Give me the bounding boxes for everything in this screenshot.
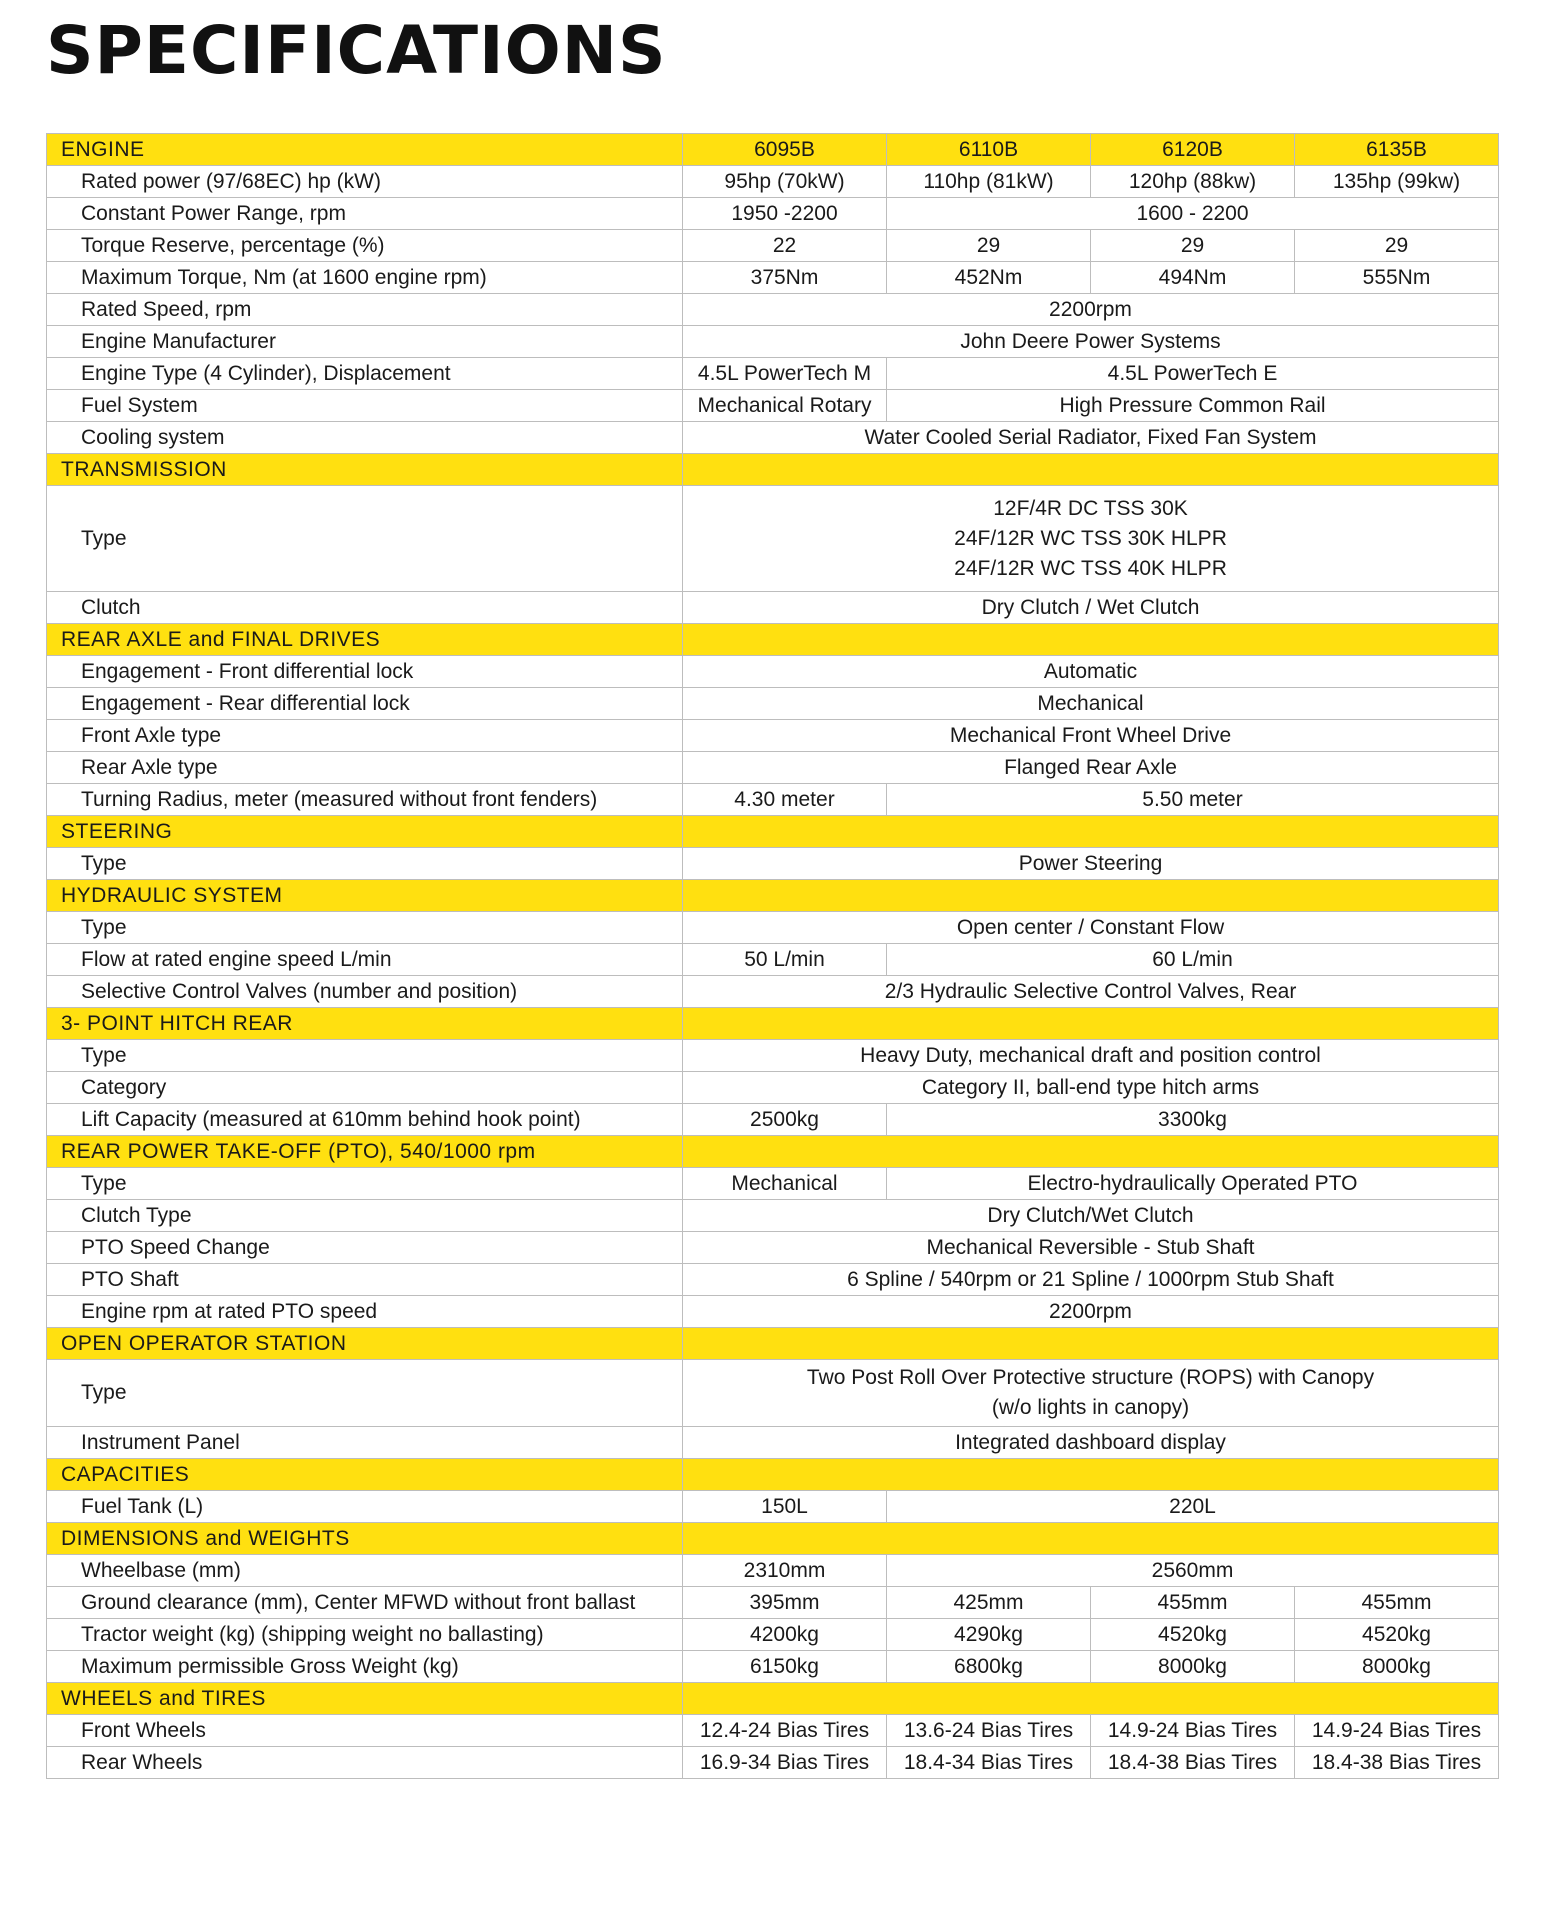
spec-value: 120hp (88kw) <box>1091 166 1295 198</box>
table-row <box>47 1587 1499 1619</box>
spec-value: 425mm <box>887 1587 1091 1619</box>
table-row <box>47 1491 1499 1523</box>
spec-value: 4200kg <box>683 1619 887 1651</box>
table-row <box>47 912 1499 944</box>
section-title: REAR AXLE and FINAL DRIVES <box>47 624 683 656</box>
model-header: 6110B <box>887 134 1091 166</box>
section-title: REAR POWER TAKE-OFF (PTO), 540/1000 rpm <box>47 1136 683 1168</box>
spec-value: 6800kg <box>887 1651 1091 1683</box>
spec-label: Maximum Torque, Nm (at 1600 engine rpm) <box>47 262 683 294</box>
spec-value: Integrated dashboard display <box>683 1427 1499 1459</box>
spec-value: 2/3 Hydraulic Selective Control Valves, Rear <box>683 976 1499 1008</box>
table-row <box>47 358 1499 390</box>
table-row <box>47 1360 1499 1427</box>
spec-value: High Pressure Common Rail <box>887 390 1499 422</box>
table-row <box>47 1619 1499 1651</box>
spec-value: 2200rpm <box>683 294 1499 326</box>
table-row <box>47 944 1499 976</box>
spec-label: Clutch Type <box>47 1200 683 1232</box>
spec-value: 455mm <box>1091 1587 1295 1619</box>
spec-label: Instrument Panel <box>47 1427 683 1459</box>
spec-value: 455mm <box>1295 1587 1499 1619</box>
spec-table <box>46 133 1499 1779</box>
spec-value: 8000kg <box>1091 1651 1295 1683</box>
spec-label: Lift Capacity (measured at 610mm behind hook point) <box>47 1104 683 1136</box>
table-row <box>47 326 1499 358</box>
spec-value: Automatic <box>683 656 1499 688</box>
spec-label: Rated Speed, rpm <box>47 294 683 326</box>
spec-table-body <box>47 134 1499 1779</box>
page-title: SPECIFICATIONS <box>46 12 667 89</box>
spec-label: Fuel Tank (L) <box>47 1491 683 1523</box>
spec-value: 4290kg <box>887 1619 1091 1651</box>
spec-value: Mechanical <box>683 1168 887 1200</box>
spec-label: Constant Power Range, rpm <box>47 198 683 230</box>
spec-value: 135hp (99kw) <box>1295 166 1499 198</box>
spec-value: 2500kg <box>683 1104 887 1136</box>
section-header-row <box>47 1683 1499 1715</box>
spec-value: Open center / Constant Flow <box>683 912 1499 944</box>
spec-label: Type <box>47 1040 683 1072</box>
spec-value: Heavy Duty, mechanical draft and position control <box>683 1040 1499 1072</box>
spec-value: Dry Clutch / Wet Clutch <box>683 592 1499 624</box>
spec-value: 220L <box>887 1491 1499 1523</box>
section-title: STEERING <box>47 816 683 848</box>
spec-value: 395mm <box>683 1587 887 1619</box>
section-header-fill <box>683 1523 1499 1555</box>
table-row <box>47 1715 1499 1747</box>
section-header-row <box>47 880 1499 912</box>
spec-value: 16.9-34 Bias Tires <box>683 1747 887 1779</box>
spec-value: 4520kg <box>1295 1619 1499 1651</box>
spec-value: 1600 - 2200 <box>887 198 1499 230</box>
table-row <box>47 1264 1499 1296</box>
spec-value: 22 <box>683 230 887 262</box>
spec-label: Engagement - Front differential lock <box>47 656 683 688</box>
spec-value: 3300kg <box>887 1104 1499 1136</box>
spec-value: 14.9-24 Bias Tires <box>1091 1715 1295 1747</box>
spec-value: 8000kg <box>1295 1651 1499 1683</box>
section-header-fill <box>683 1683 1499 1715</box>
table-row <box>47 1427 1499 1459</box>
spec-value: 29 <box>887 230 1091 262</box>
section-header-row <box>47 134 1499 166</box>
section-header-fill <box>683 816 1499 848</box>
spec-value: 18.4-38 Bias Tires <box>1295 1747 1499 1779</box>
section-header-row <box>47 1136 1499 1168</box>
spec-label: Tractor weight (kg) (shipping weight no ballasting) <box>47 1619 683 1651</box>
section-header-fill <box>683 880 1499 912</box>
spec-value: 18.4-34 Bias Tires <box>887 1747 1091 1779</box>
spec-value: 452Nm <box>887 262 1091 294</box>
spec-label: Engagement - Rear differential lock <box>47 688 683 720</box>
section-title: CAPACITIES <box>47 1459 683 1491</box>
spec-value: 2310mm <box>683 1555 887 1587</box>
section-title: WHEELS and TIRES <box>47 1683 683 1715</box>
spec-value: Mechanical Front Wheel Drive <box>683 720 1499 752</box>
spec-label: Rear Wheels <box>47 1747 683 1779</box>
model-header: 6095B <box>683 134 887 166</box>
spec-value: 14.9-24 Bias Tires <box>1295 1715 1499 1747</box>
spec-value: 95hp (70kW) <box>683 166 887 198</box>
spec-value: 110hp (81kW) <box>887 166 1091 198</box>
spec-value: Dry Clutch/Wet Clutch <box>683 1200 1499 1232</box>
spec-label: PTO Shaft <box>47 1264 683 1296</box>
spec-label: Front Axle type <box>47 720 683 752</box>
spec-label: Turning Radius, meter (measured without front fenders) <box>47 784 683 816</box>
spec-value: 12.4-24 Bias Tires <box>683 1715 887 1747</box>
section-header-row <box>47 454 1499 486</box>
section-header-row <box>47 1008 1499 1040</box>
table-row <box>47 294 1499 326</box>
section-header-row <box>47 1328 1499 1360</box>
section-header-row <box>47 1459 1499 1491</box>
spec-value: 13.6-24 Bias Tires <box>887 1715 1091 1747</box>
spec-label: Cooling system <box>47 422 683 454</box>
spec-value: Mechanical Reversible - Stub Shaft <box>683 1232 1499 1264</box>
table-row <box>47 1040 1499 1072</box>
table-row <box>47 656 1499 688</box>
spec-value: Flanged Rear Axle <box>683 752 1499 784</box>
spec-label: Type <box>47 912 683 944</box>
section-title: DIMENSIONS and WEIGHTS <box>47 1523 683 1555</box>
spec-value: 494Nm <box>1091 262 1295 294</box>
spec-label: PTO Speed Change <box>47 1232 683 1264</box>
table-row <box>47 1296 1499 1328</box>
table-row <box>47 198 1499 230</box>
spec-value: 4520kg <box>1091 1619 1295 1651</box>
section-header-fill <box>683 1008 1499 1040</box>
table-row <box>47 486 1499 592</box>
spec-label: Category <box>47 1072 683 1104</box>
section-title: 3- POINT HITCH REAR <box>47 1008 683 1040</box>
section-header-fill <box>683 454 1499 486</box>
spec-value: 60 L/min <box>887 944 1499 976</box>
table-row <box>47 1200 1499 1232</box>
spec-label: Wheelbase (mm) <box>47 1555 683 1587</box>
spec-value: Power Steering <box>683 848 1499 880</box>
spec-value: 2200rpm <box>683 1296 1499 1328</box>
spec-value: 5.50 meter <box>887 784 1499 816</box>
table-row <box>47 1104 1499 1136</box>
table-row <box>47 1555 1499 1587</box>
spec-value: 50 L/min <box>683 944 887 976</box>
table-row <box>47 592 1499 624</box>
table-row <box>47 976 1499 1008</box>
table-row <box>47 848 1499 880</box>
spec-value: 6 Spline / 540rpm or 21 Spline / 1000rpm Stub Shaft <box>683 1264 1499 1296</box>
spec-label: Rear Axle type <box>47 752 683 784</box>
table-row <box>47 1747 1499 1779</box>
section-header-row <box>47 1523 1499 1555</box>
table-row <box>47 752 1499 784</box>
spec-label: Selective Control Valves (number and position) <box>47 976 683 1008</box>
section-header-fill <box>683 1459 1499 1491</box>
spec-label: Torque Reserve, percentage (%) <box>47 230 683 262</box>
spec-label: Maximum permissible Gross Weight (kg) <box>47 1651 683 1683</box>
table-row <box>47 390 1499 422</box>
model-header: 6135B <box>1295 134 1499 166</box>
table-row <box>47 1072 1499 1104</box>
spec-value: Category II, ball-end type hitch arms <box>683 1072 1499 1104</box>
spec-label: Flow at rated engine speed L/min <box>47 944 683 976</box>
spec-label: Engine Manufacturer <box>47 326 683 358</box>
spec-value: Electro-hydraulically Operated PTO <box>887 1168 1499 1200</box>
section-header-row <box>47 624 1499 656</box>
spec-value: Mechanical <box>683 688 1499 720</box>
spec-value: 29 <box>1091 230 1295 262</box>
spec-label: Engine rpm at rated PTO speed <box>47 1296 683 1328</box>
spec-value: 12F/4R DC TSS 30K 24F/12R WC TSS 30K HLPR 24F/12R WC TSS 40K HLPR <box>683 486 1499 592</box>
spec-label: Clutch <box>47 592 683 624</box>
spec-label: Engine Type (4 Cylinder), Displacement <box>47 358 683 390</box>
model-header: 6120B <box>1091 134 1295 166</box>
spec-value: 4.5L PowerTech E <box>887 358 1499 390</box>
spec-value: 4.30 meter <box>683 784 887 816</box>
section-title: HYDRAULIC SYSTEM <box>47 880 683 912</box>
spec-value: John Deere Power Systems <box>683 326 1499 358</box>
spec-value: 6150kg <box>683 1651 887 1683</box>
spec-value: 555Nm <box>1295 262 1499 294</box>
table-row <box>47 1168 1499 1200</box>
spec-label: Type <box>47 1360 683 1427</box>
table-row <box>47 166 1499 198</box>
table-row <box>47 784 1499 816</box>
section-title: OPEN OPERATOR STATION <box>47 1328 683 1360</box>
spec-label: Rated power (97/68EC) hp (kW) <box>47 166 683 198</box>
spec-label: Type <box>47 1168 683 1200</box>
section-header-row <box>47 816 1499 848</box>
table-row <box>47 422 1499 454</box>
table-row <box>47 688 1499 720</box>
spec-label: Type <box>47 848 683 880</box>
spec-value: Two Post Roll Over Protective structure (ROPS) with Canopy (w/o lights in canopy) <box>683 1360 1499 1427</box>
table-row <box>47 230 1499 262</box>
section-header-fill <box>683 624 1499 656</box>
spec-label: Front Wheels <box>47 1715 683 1747</box>
spec-value: 18.4-38 Bias Tires <box>1091 1747 1295 1779</box>
table-row <box>47 1651 1499 1683</box>
section-header-fill <box>683 1136 1499 1168</box>
spec-value: Mechanical Rotary <box>683 390 887 422</box>
section-header-fill <box>683 1328 1499 1360</box>
spec-value: Water Cooled Serial Radiator, Fixed Fan System <box>683 422 1499 454</box>
table-row <box>47 1232 1499 1264</box>
spec-value: 4.5L PowerTech M <box>683 358 887 390</box>
table-row <box>47 262 1499 294</box>
section-title: ENGINE <box>47 134 683 166</box>
spec-label: Fuel System <box>47 390 683 422</box>
spec-value: 2560mm <box>887 1555 1499 1587</box>
spec-label: Ground clearance (mm), Center MFWD without front ballast <box>47 1587 683 1619</box>
spec-value: 375Nm <box>683 262 887 294</box>
spec-value: 150L <box>683 1491 887 1523</box>
table-row <box>47 720 1499 752</box>
section-title: TRANSMISSION <box>47 454 683 486</box>
spec-value: 1950 -2200 <box>683 198 887 230</box>
spec-value: 29 <box>1295 230 1499 262</box>
spec-label: Type <box>47 486 683 592</box>
